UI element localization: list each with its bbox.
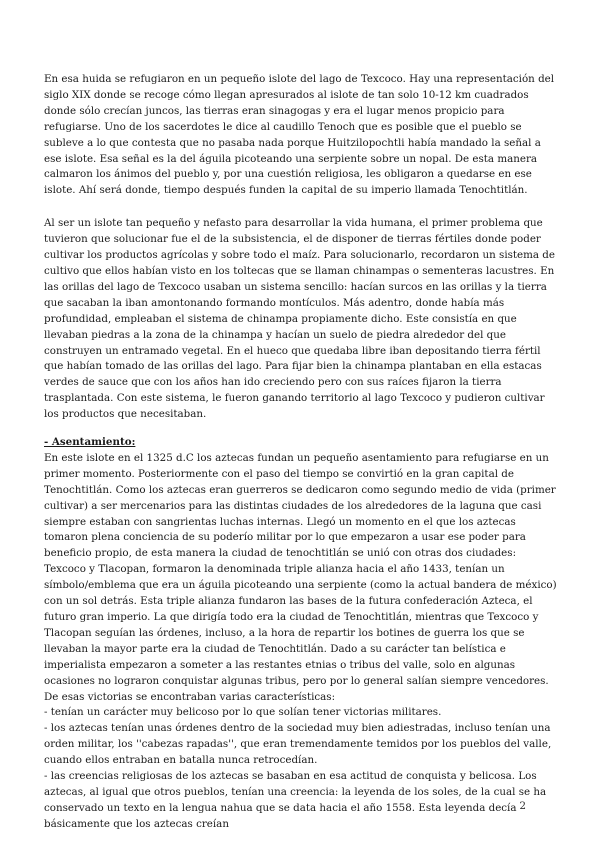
- paragraph-huida: En esa huida se refugiaron en un pequeño islote del lago de Texcoco. Hay una representación del siglo XIX donde se recoge cómo llegan apresurados al islote de tan solo 10-12 km cuadrados donde sólo crecían juncos, las tierras eran sinagogas y era el lugar menos propicio para refugiarse. Uno de los sacerdotes le dice al caudillo Tenoch que es posible que el pueblo se subleve a lo que contesta que no pasaba nada porque Huitzilopochtli había mandado la señal a ese islote. Esa señal es la del águila picoteando una serpiente sobre un nopal. De esta manera calmaron los ánimos del pueblo y, por una cuestión religiosa, les obligaron a quedarse en ese islote. Ahí será donde, tiempo después funden la capital de su imperio llamada Tenochtitlán.: [44, 73, 555, 197]
- list-item-creencias: - las creencias religiosas de los aztecas se basaban en esa actitud de conquista y belicosa. Los aztecas, al igual que otros pueblos, tenían una creencia: la leyenda de los soles, de la cual se ha conservado un texto en la lengua nahua que se data hacia el año 1558. Esta leyenda decía básicamente que los aztecas creían: [44, 770, 547, 830]
- document-body: [44, 72, 559, 833]
- paragraph-asentamiento: En este islote en el 1325 d.C los aztecas fundan un pequeño asentamiento para refugiarse en un primer momento. Posteriormente con el paso del tiempo se convirtió en la gran capital de Tenochtitlán. Como los aztecas eran guerreros se dedicaron como segundo medio de vida (primer cultivar) a ser mercenarios para las distintas ciudades de los alrededores de la laguna que casi siempre estaban con sangrientas luchas internas. Llegó un momento en el que los aztecas tomaron plena conciencia de su poderío militar por lo que empezaron a usar ese poder para beneficio propio, de esta manera la ciudad de tenochtitlán se unió con otras dos ciudades: Texcoco y Tlacopan, formaron la denominada triple alianza hacia el año 1433, tenían un símbolo/emblema que era un águila picoteando una serpiente (como la actual bandera de méxico) con un sol detrás. Esta triple alianza fundaron las bases de la futura confederación Azteca, el futuro gran imperio. La que dirigía todo era la ciudad de Tenochtitlán, mientras que Texcoco y Tlacopan seguían las órdenes, incluso, a la hora de repartir los botines de guerra los que se llevaban la mayor parte era la ciudad de Tenochtitlán. Dado a su carácter tan belística e imperialista empezaron a someter a las restantes etnias o tribus del valle, solo en algunas ocasiones no lograron conquistar algunas tribus, pero por lo general salían siempre vencedores. De esas victorias se encontraban varias características:: [44, 451, 557, 703]
- page-number: 2: [519, 800, 526, 812]
- section-heading-asentamiento: - Asentamiento:: [44, 436, 136, 449]
- paragraph-chinampas: Al ser un islote tan pequeño y nefasto para desarrollar la vida humana, el primer problema que tuvieron que solucionar fue el de la subsistencia, el de disponer de tierras fértiles donde poder cultivar los productos agrícolas y sobre todo el maíz. Para solucionarlo, recordaron un sistema de cultivo que ellos habían visto en los toltecas que se llaman chinampas o sementeras lacustres. En las orillas del lago de Texcoco usaban un sistema sencillo: hacían surcos en las orillas y la tierra que sacaban la iban amontonando formando montículos. Más adentro, donde había más profundidad, empleaban el sistema de chinampa propiamente dicho. Este consistía en que llevaban piedras a la zona de la chinampa y hacían un suelo de piedra alrededor del que construyen un entramado vegetal. En el hueco que quedaba libre iban depositando tierra fértil que habían tomado de las orillas del lago. Para fijar bien la chinampa plantaban en ella estacas verdes de sauce que con los años han ido creciendo pero con sus raíces fijaron la tierra trasplantada. Con este sistema, le fueron ganando territorio al lago Texcoco y pudieron cultivar los productos que necesitaban.: [44, 217, 555, 421]
- list-item-ordenes: - los aztecas tenían unas órdenes dentro de la sociedad muy bien adiestradas, incluso tenían una orden militar, los ''cabezas rapadas'', que eran tremendamente temidos por los pueblos del valle, cuando ellos entraban en batalla nunca retrocedían.: [44, 722, 552, 767]
- list-item-belicoso: - tenían un carácter muy belicoso por lo que solían tener victorias militares.: [44, 706, 442, 719]
